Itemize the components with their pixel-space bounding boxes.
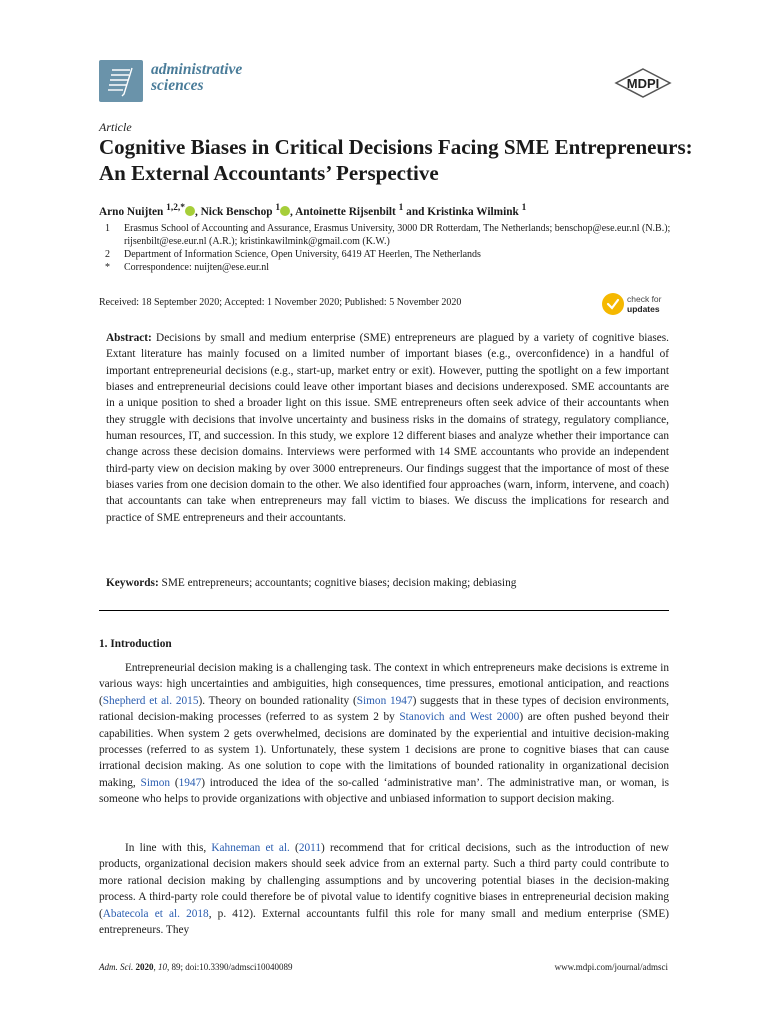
journal-name-line2: sciences xyxy=(151,77,204,94)
keywords-text: SME entrepreneurs; accountants; cognitive biases; decision making; debiasing xyxy=(161,577,517,589)
check-updates-line2: updates xyxy=(627,304,660,314)
citation-link[interactable]: 1947 xyxy=(178,776,202,789)
affiliation-mark: * xyxy=(105,262,110,273)
orcid-icon[interactable] xyxy=(280,206,290,216)
affiliation-2 xyxy=(99,248,679,261)
check-icon xyxy=(602,293,624,315)
article-title: Cognitive Biases in Critical Decisions Facing SME Entrepreneurs: An External Accountants’ Perspective xyxy=(99,135,693,185)
journal-name-line1: administrative xyxy=(151,61,243,78)
citation-link[interactable]: Kahneman et al. xyxy=(211,842,290,854)
section-title: Introduction xyxy=(110,638,172,650)
affiliation-mark: 2 xyxy=(105,249,110,260)
affiliation-mark: 1 xyxy=(105,223,110,234)
journal-abbreviation: Adm. Sci. xyxy=(99,962,134,972)
body-paragraph-1 xyxy=(99,660,669,808)
abstract xyxy=(106,330,669,526)
paragraph-text: , p. 412). External accountants fulfil this role for many small and medium enterprise (SME) entrepreneurs. They xyxy=(99,907,669,937)
check-for-updates-badge[interactable] xyxy=(601,291,681,317)
citation-link[interactable]: Shepherd et al. 2015 xyxy=(102,694,199,707)
publication-dates: Received: 18 September 2020; Accepted: 1 November 2020; Published: 5 November 2020 xyxy=(99,297,462,308)
citation-link[interactable]: Abatecola et al. 2018 xyxy=(102,907,209,920)
affiliation-text: Erasmus School of Accounting and Assurance, Erasmus University, 3000 DR Rotterdam, The Netherlands; benschop@ese.eur.nl (N.B.); rijsenbilt@ese.eur.nl (A.R.); kristinkawilmink@gmail.com (K.W.) xyxy=(124,223,671,247)
affiliation-1 xyxy=(99,222,679,248)
section-number: 1. xyxy=(99,638,108,650)
citation-link[interactable]: 2011 xyxy=(298,842,321,854)
paragraph-text: ) introduced the idea of the so-called ‘administrative man’. The administrative man, or woman, is someone who helps to provide organizations with objective and unbiased information to support decision making. xyxy=(99,776,669,806)
correspondence xyxy=(99,261,679,274)
author-affiliation-sup: 1 xyxy=(398,203,404,213)
citation-link[interactable]: Simon xyxy=(140,776,171,789)
author-name: Antoinette Rijsenbilt xyxy=(295,205,396,218)
abstract-label: Abstract: xyxy=(106,332,152,344)
author-separator: , xyxy=(194,205,201,218)
paragraph-text: ) suggests that in these types of decision environments, rational decision-making processes (referred to as system 2 by xyxy=(99,694,669,724)
paragraph-text: In line with this, xyxy=(125,842,212,854)
check-updates-line1: check for xyxy=(627,294,662,304)
paragraph-text: ( xyxy=(170,776,179,789)
affiliation-text: Correspondence: nuijten@ese.eur.nl xyxy=(124,262,269,273)
paragraph-text: Entrepreneurial decision making is a challenging task. The context in which entrepreneurs make decisions is extreme in various ways: high uncertainties and ambiguities, high consequences, time pressures, emotional anticipation, and reactions ( xyxy=(99,662,669,707)
author-name: Arno Nuijten xyxy=(99,205,164,218)
footer-year: 2020 xyxy=(135,962,154,972)
mdpi-logo-text: MDPI xyxy=(626,76,660,91)
journal-url[interactable]: www.mdpi.com/journal/admsci xyxy=(554,962,668,972)
author-affiliation-sup: 1 xyxy=(275,203,281,213)
paragraph-text: ) recommend that for critical decisions, such as the introduction of new products, organizational decision makers should seek advice from an external party. Such a third party could contribute to more rational decision making by challenging assumptions and by uncovering potential biases in the decision-making process. A third-party role could therefore be of pivotal value to identify cognitive biases in entrepreneurial decision making ( xyxy=(99,842,669,920)
author-name: Nick Benschop xyxy=(200,205,273,218)
journal-name[interactable] xyxy=(151,62,242,94)
section-heading xyxy=(99,638,172,650)
journal-logo-icon xyxy=(99,60,143,102)
author-separator: , xyxy=(290,205,296,218)
mdpi-logo[interactable] xyxy=(614,68,672,98)
author-separator: and xyxy=(403,205,428,218)
citation-footer: Adm. Sci. 2020, 10, 89; doi:10.3390/admsci10040089 xyxy=(99,962,293,972)
affiliations xyxy=(99,222,679,274)
affiliation-text: Department of Information Science, Open University, 6419 AT Heerlen, The Netherlands xyxy=(124,249,481,260)
author-affiliation-sup: 1,2,* xyxy=(166,203,185,213)
body-paragraph-2 xyxy=(99,840,669,938)
abstract-text: Decisions by small and medium enterprise (SME) entrepreneurs are plagued by a variety of cognitive biases. Extant literature has mainly focused on a limited number of important biases (e.g., overconfidence) in a handful of important entrepreneurial decisions (e.g., start-up, market entry or exit). However, putting the spotlight on a few important biases and entrepreneurial decisions could leave other important biases and decisions underexposed. SME accountants are in a unique position to shed a broader light on this issue. SME entrepreneurs often seek advice of their accountants when they struggle with decisions that involve uncertainty and business risks in the domains of strategy, regulatory compliance, human resources, IT, and succession. In this study, we explore 12 different biases and analyze whether their importance can change across these decision domains. Interviews were performed with 14 SME accountants who provide an independent third-party view on decision making by over 3000 entrepreneurs. Our findings suggest that the importance of most of these biases varies from one decision domain to the other. We also identified four approaches (warn, inform, intervene, and coach) that accountants can take when entrepreneurs may fall victim to biases. We discuss the implications for research and practice of SME entrepreneurs and their accountants. xyxy=(106,332,670,524)
keywords-label: Keywords: xyxy=(106,577,159,589)
section-divider xyxy=(99,610,669,611)
citation-link[interactable]: Stanovich and West 2000 xyxy=(399,711,520,724)
keywords xyxy=(106,575,669,591)
footer-volume: 10 xyxy=(158,962,167,972)
paragraph-text: ) are often pushed beyond their capabilities. When system 2 gets overwhelmed, decisions are dominated by the experiential and intuitive decision-making processes (referred to as system 1). Unfortunately, these system 1 decisions are prone to cognitive biases that can cause irrational decision making. As one solution to cope with the limitations of bounded rationality in organizational decision making, xyxy=(99,711,669,789)
footer-doi: , 89; doi:10.3390/admsci10040089 xyxy=(167,962,293,972)
citation-link[interactable]: Simon 1947 xyxy=(356,694,413,707)
orcid-icon[interactable] xyxy=(185,206,195,216)
author-affiliation-sup: 1 xyxy=(521,203,527,213)
paragraph-text: ). Theory on bounded rationality ( xyxy=(198,694,357,707)
author-list xyxy=(99,203,699,218)
paragraph-text: ( xyxy=(289,842,299,854)
article-type: Article xyxy=(99,120,132,134)
author-name: Kristinka Wilmink xyxy=(427,205,519,218)
